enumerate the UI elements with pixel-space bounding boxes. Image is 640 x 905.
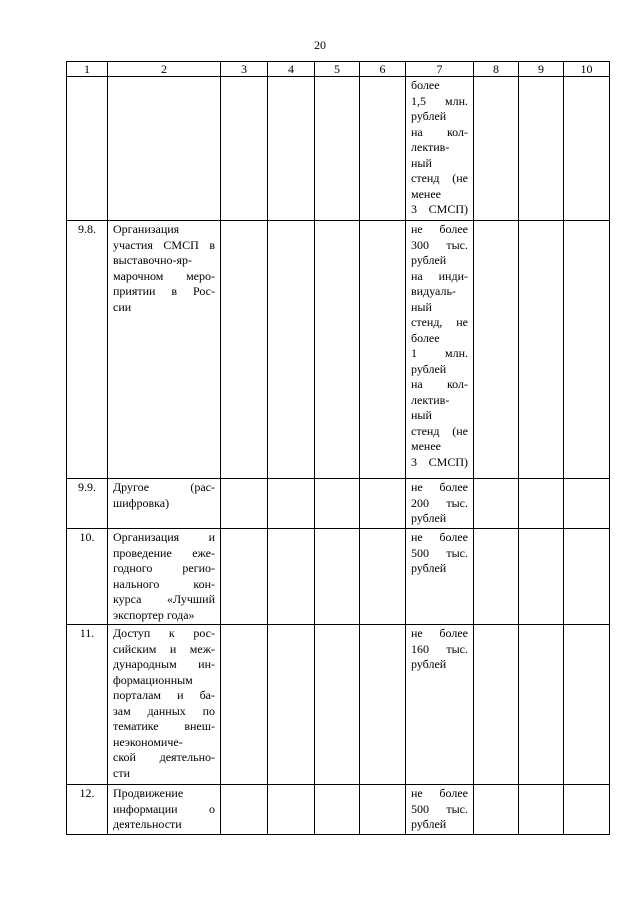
amount-line: менее — [411, 186, 441, 201]
empty-cell — [519, 785, 564, 835]
amount-line: стенд (не — [411, 171, 468, 185]
activity-name-line: шифровка) — [113, 495, 170, 510]
table-row — [67, 221, 610, 479]
table-row — [67, 529, 610, 625]
column-number: 4 — [268, 62, 315, 77]
activity-name-line: сии — [113, 299, 132, 314]
amount-line: не более — [411, 222, 468, 236]
activity-name-line: нального кон- — [113, 576, 215, 591]
row-number: 10. — [67, 529, 108, 625]
empty-cell — [360, 221, 406, 479]
empty-cell — [221, 625, 268, 785]
empty-cell — [474, 77, 519, 221]
amount-line: рублей — [411, 361, 447, 376]
empty-cell — [564, 479, 610, 529]
amount-line: на кол- — [411, 124, 468, 139]
empty-cell — [519, 221, 564, 479]
amount-cell — [406, 785, 474, 835]
empty-cell — [221, 529, 268, 625]
amount-line: ный — [411, 299, 432, 314]
empty-cell — [315, 625, 360, 785]
activity-name-line: сти — [113, 765, 130, 780]
empty-cell — [519, 479, 564, 529]
column-number: 1 — [67, 62, 108, 77]
empty-cell — [360, 529, 406, 625]
empty-cell — [268, 785, 315, 835]
column-number: 8 — [474, 62, 519, 77]
amount-line: 200 тыс. — [411, 495, 468, 510]
empty-cell — [315, 221, 360, 479]
amount-line: стенд, не — [411, 315, 468, 329]
activity-name-line: Организация — [113, 222, 180, 236]
activity-name-line: участия СМСП в — [113, 237, 215, 252]
column-number: 7 — [406, 62, 474, 77]
activity-name-line: Организация и — [113, 530, 215, 544]
activity-name-line: годного регио- — [113, 561, 215, 575]
empty-cell — [474, 785, 519, 835]
amount-line: рублей — [411, 561, 447, 575]
amount-line: рублей — [411, 253, 447, 267]
column-number: 5 — [315, 62, 360, 77]
amount-line: рублей — [411, 657, 447, 671]
amount-line: 160 тыс. — [411, 641, 468, 656]
empty-cell — [221, 785, 268, 835]
empty-cell — [474, 221, 519, 479]
empty-cell — [268, 625, 315, 785]
activity-name-line: ской деятельно- — [113, 750, 215, 764]
row-number: 11. — [67, 625, 108, 785]
empty-cell — [564, 529, 610, 625]
amount-line: лектив- — [411, 392, 450, 407]
amount-cell — [406, 625, 474, 785]
table-row — [67, 785, 610, 835]
amount-line: рублей — [411, 817, 447, 831]
activity-name-line: проведение еже- — [113, 545, 215, 560]
amount-line: на кол- — [411, 377, 468, 391]
amount-line: на инди- — [411, 268, 468, 283]
table-row — [67, 625, 610, 785]
activity-name-line: экспортер года» — [113, 607, 195, 622]
amount-line: 500 тыс. — [411, 545, 468, 560]
activity-name-line: Доступ к рос- — [113, 626, 215, 640]
amount-cell — [406, 77, 474, 221]
empty-cell — [564, 625, 610, 785]
amount-line: 3 СМСП) — [411, 202, 468, 216]
document-table — [66, 61, 610, 835]
amount-cell — [406, 479, 474, 529]
column-number: 2 — [108, 62, 221, 77]
empty-cell — [268, 479, 315, 529]
activity-name-line: порталам и ба- — [113, 688, 215, 702]
activity-name-line: неэкономиче- — [113, 734, 183, 749]
empty-cell — [315, 529, 360, 625]
amount-line: не более — [411, 530, 468, 544]
amount-line: не более — [411, 626, 468, 640]
empty-cell — [564, 77, 610, 221]
activity-name — [108, 785, 221, 835]
amount-line: не более — [411, 480, 468, 494]
activity-name-line: тематике внеш- — [113, 719, 215, 733]
column-number: 3 — [221, 62, 268, 77]
amount-line: более — [411, 78, 440, 92]
activity-name — [108, 221, 221, 479]
activity-name-line: Другое (рас- — [113, 480, 215, 494]
empty-cell — [519, 625, 564, 785]
empty-cell — [268, 529, 315, 625]
row-number: 9.8. — [67, 221, 108, 479]
activity-name-line: курса «Лучший — [113, 592, 215, 606]
amount-line: рублей — [411, 109, 447, 123]
row-number — [67, 77, 108, 221]
row-number: 9.9. — [67, 479, 108, 529]
activity-name-line: приятии в Рос- — [113, 284, 215, 298]
activity-name — [108, 479, 221, 529]
empty-cell — [221, 479, 268, 529]
amount-line: рублей — [411, 511, 447, 525]
amount-line: не более — [411, 786, 468, 800]
column-number: 6 — [360, 62, 406, 77]
table-row — [67, 77, 610, 221]
activity-name-line: деятельности — [113, 817, 182, 831]
empty-cell — [564, 221, 610, 479]
column-number-row — [67, 62, 610, 77]
empty-cell — [221, 221, 268, 479]
amount-line: менее — [411, 439, 441, 453]
empty-cell — [474, 479, 519, 529]
row-number: 12. — [67, 785, 108, 835]
empty-cell — [315, 785, 360, 835]
amount-line: 1,5 млн. — [411, 93, 468, 108]
amount-line: видуаль- — [411, 284, 456, 298]
empty-cell — [360, 479, 406, 529]
activity-name-line: марочном меро- — [113, 268, 215, 283]
empty-cell — [221, 77, 268, 221]
activity-name — [108, 77, 221, 221]
amount-line: 300 тыс. — [411, 237, 468, 252]
empty-cell — [519, 529, 564, 625]
empty-cell — [360, 785, 406, 835]
amount-cell — [406, 529, 474, 625]
empty-cell — [474, 529, 519, 625]
amount-cell — [406, 221, 474, 479]
activity-name-line: сийским и меж- — [113, 641, 215, 656]
empty-cell — [315, 479, 360, 529]
column-number: 10 — [564, 62, 610, 77]
amount-line: стенд (не — [411, 423, 468, 438]
activity-name-line: формационным — [113, 672, 193, 687]
activity-name-line: выставочно-яр- — [113, 253, 193, 267]
amount-line: 3 СМСП) — [411, 454, 468, 469]
activity-name-line: зам данных по — [113, 703, 215, 718]
activity-name-line: информации о — [113, 801, 215, 816]
empty-cell — [519, 77, 564, 221]
activity-name-line: дународным ин- — [113, 657, 215, 671]
activity-name — [108, 625, 221, 785]
amount-line: ный — [411, 155, 432, 170]
empty-cell — [268, 77, 315, 221]
amount-line: ный — [411, 408, 432, 422]
activity-name-line: Продвижение — [113, 786, 184, 800]
amount-line: лектив- — [411, 140, 450, 154]
empty-cell — [564, 785, 610, 835]
empty-cell — [360, 625, 406, 785]
empty-cell — [360, 77, 406, 221]
amount-line: 1 млн. — [411, 346, 468, 360]
column-number: 9 — [519, 62, 564, 77]
amount-line: 500 тыс. — [411, 801, 468, 816]
page-number: 20 — [314, 38, 326, 52]
activity-name — [108, 529, 221, 625]
empty-cell — [474, 625, 519, 785]
amount-line: более — [411, 330, 440, 345]
empty-cell — [315, 77, 360, 221]
table-row — [67, 479, 610, 529]
empty-cell — [268, 221, 315, 479]
